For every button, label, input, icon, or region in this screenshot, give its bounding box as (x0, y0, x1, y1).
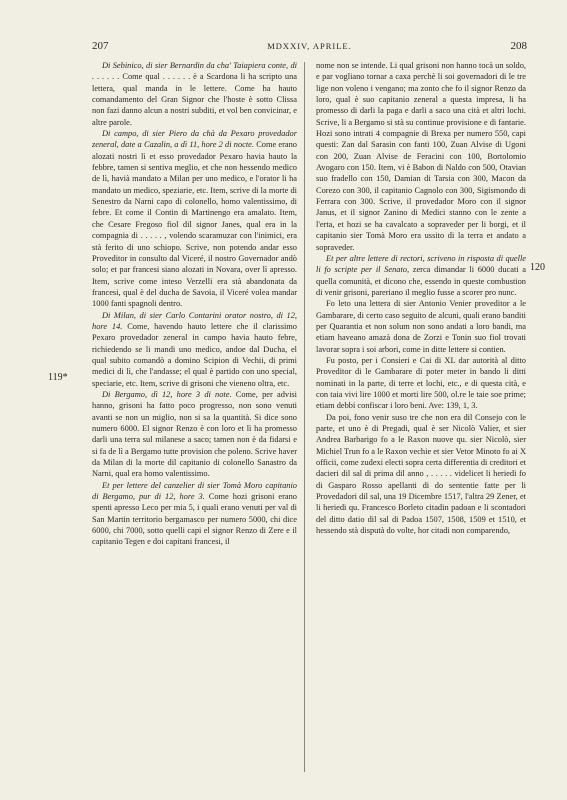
paragraph-text: zerca dimandar li 6000 ducati a quella comunità, et dicono che, essendo in queste combustion di venir grisoni, pareriano il meglio fusse a scorer pro nunc. (316, 265, 526, 297)
paragraph-text: Come, per advisi hanno, grisoni ha fatto poco progresso, non sono venuti avanti se non un miglio, non si sa la quantità. Si dice sono numero 6000. El signor Renzo è con loro et lì ha promesso darli una terra sul milanese a saco; tamen non è da fidarsi e si fa de lì a Bergamo tutte provision che poleno. Scrive haver da Milan di la morte dil capitanio di colonello Sanastro da Narni, qual era homo valentissimo. (92, 389, 297, 479)
paragraph-intro: Et per altre lettere di rectori, scriveno in risposta di quelle li fo scripte per il Senato, (316, 253, 526, 275)
paragraph (92, 389, 297, 480)
left-column (92, 60, 297, 548)
paragraph (316, 298, 526, 355)
paragraph-intro: Di Sebinico, di sier Bernardin da cha' Taiapiera conte, di . . . . . . (92, 61, 297, 82)
running-title: MDXXIV, APRILE. (267, 41, 352, 51)
paragraph (92, 310, 297, 389)
margin-number-left: 119* (48, 372, 68, 383)
paragraph-text: Come hozi grisoni erano spenti apresso Leco per mia 5, i quali erano venuti per val di San Martin territorio bergamasco per numero 5000, chi dice 6000, chi 7000, sotto quelli capi el signor Renzo di Zere e il capitanio Tegen e doi capitani francesi, il (92, 492, 297, 547)
paragraph (92, 128, 297, 310)
paragraph-text: nome non se intende. Li qual grisoni non hanno tocà un soldo, e par vogliano tornar a caxa perchè li soi governadori di le tre lige non voleno i vengano; ma zonto che fo il signor Renzo da loro, qual è suo capitanio zeneral a questa impresa, li ha promesso di darli la paga e darli a saco una cità et altri lochi. Scrive, li a Bergamo si stà su continue provisione e di fantarie. Hozi sono intrati 4 compagnie di Brexa per numero 550, capi questi: Zan dal Sarasin con fanti 100, Zuan Alvise di Ugoni con 200, Zuan Alvise de Feracini con 100, Bortolomio Avogaro con 150. Item, vi è Babon di Naldo con 500, Otavian suo fradello con 150, Damian di Tarsia con 300, Macon da Corezo con 300, il capitanio Cagnolo con 300, Sigismondo di Ferrara con 300. Scrive, il provedador Moro con il signor Janus, et il signor Zanino di Medici stanno con le zente a l'erta, et hozi se ha cavalcato a sopraveder per li borgi, et il capitanio sier Tomà Moro era ussito di la terra et andato a sopraveder. (316, 61, 526, 252)
paragraph (316, 253, 526, 298)
paragraph-intro: Et per lettere del canzelier di sier Tomà Moro capitanio di Bergamo, pur di 12, hore 3. (92, 480, 297, 502)
paragraph (92, 60, 297, 128)
paragraph (316, 60, 526, 253)
column-divider (304, 62, 305, 772)
paragraph (92, 480, 297, 548)
paragraph-intro: Di Milan, di sier Carlo Contarini orator nostro, di 12, hore 14. (92, 310, 297, 331)
paragraph (316, 355, 526, 412)
paragraph-text: Come, havendo hauto lettere che il clarissimo Pexaro provedador zeneral in campo havia hauto febre, richiedendo se li mandi uno medico, andoe dal Ducha, el qual subito comandò a domino Scipion di Vechii, di primi medici di lì, che l'andasse; el qual è partido con uno special, speciarie, etc. Item, scrive di grisoni che vieneno oltra, etc. (92, 321, 297, 388)
paragraph-intro: Di campo, di sier Piero da chà da Pexaro provedador zeneral, date a Cazalin, a dì 11, hore 2 di nocte. (92, 129, 297, 150)
margin-number-right: 120 (530, 262, 545, 273)
page-header (92, 40, 527, 56)
right-column (316, 60, 526, 536)
paragraph-text: Come erano alozati nostri lì et esso provedador Pexaro havia hauto la febbre, tamen si sentiva meglio, et che non hessendo medico de lì, havià mandato a Milan per uno medico, e l'orator li ha mandato un medico, speziarie, etc. Item, scrive di la morte di Senestro da Narni capo di colonello, homo valentissimo, di febre. Et come il Contin di Martinengo era amalato. Item, che Cesare Fregoso fiol dil signor Janes, qual era in la compagnia di . . . . . , volendo scaramuzar con l'inimici, era stà ferito di uno schiopo. Scrive, non potendo andar esso Proveditor in consulto dal Viceré, il nostro Governador andò solo; et par francesi siano alozati in Novara, over lì apresso. Item, scrive come inteso Verzelli era stà abandonata da francesi, qual è del ducha de Savoia, il Viceré volea mandar 1000 fanti spagnoli dentro. (92, 140, 297, 309)
paragraph-text: Da poi, fono venir suso tre che non era dil Consejo con le parte, et uno è di Pregadi, qual è ser Nicolò Valier, et sier Andrea Barbarigo fo a le Raxon nuove qu. sier Nicolò, sier Michiel Trun fo a le Raxon vechie et sier Vetor Minoto fo ai X officii, come zudexi electi sopra certa differentia di creditori et dacieri dil sal di prima dil anno , . . . . . videlicet li heriedi fo di Gasparo Rosso apellanti di do sententie fatte per li Provedadori dil sal, una 19 Dicembre 1517, l'altra 29 Zener, et li heriedi qu. Francesco Borleto citadin padoan e li scontadori del ditto datio dil sal di Padoa 1507, 1508, 1509 et 1510, et hessendo stà disputà do volte, hor citadi non comparendo, (316, 412, 526, 536)
paragraph-text: Fo leto una lettera di sier Antonio Venier proveditor a le Gambarare, di certo caso seguito de alcuni, quali erano banditi per Quarantia et non solum non sono andati a loro bandi, ma etiam haveano amazà dona de Zorzi e Tonin suo fiol trovati lavorar sopra i soi arbori, come in ditte lettere si contien. (316, 299, 526, 354)
page-number-left: 207 (92, 40, 109, 52)
paragraph-text: Fu posto, per i Consieri e Cai di XL dar autorità al ditto Proveditor di le Gambarare di poter meter in bando li ditti nominati in la parte, di terre et lochi, etc., e di questa cità, e con taia vivi lire 1000 et morti lire 500, ol.re le taie soe prime; etiam debbi confiscar i loro beni. Ave: 139, 1, 3. (316, 355, 526, 411)
page-number-right: 208 (510, 40, 527, 52)
paragraph-text: Come qual . . . . . . è a Scardona li ha scripto una lettera, qual manda in le lettere. Come ha hauto comandamento del Gran Signor che l'hoste è sotto Clissa non fazi danno alcun a nostri subditi, et vol ben convicinar, e altre parole. (92, 72, 298, 127)
paragraph-intro: Di Bergamo, dì 12, hore 3 di note. (102, 389, 232, 399)
paragraph (316, 412, 526, 537)
